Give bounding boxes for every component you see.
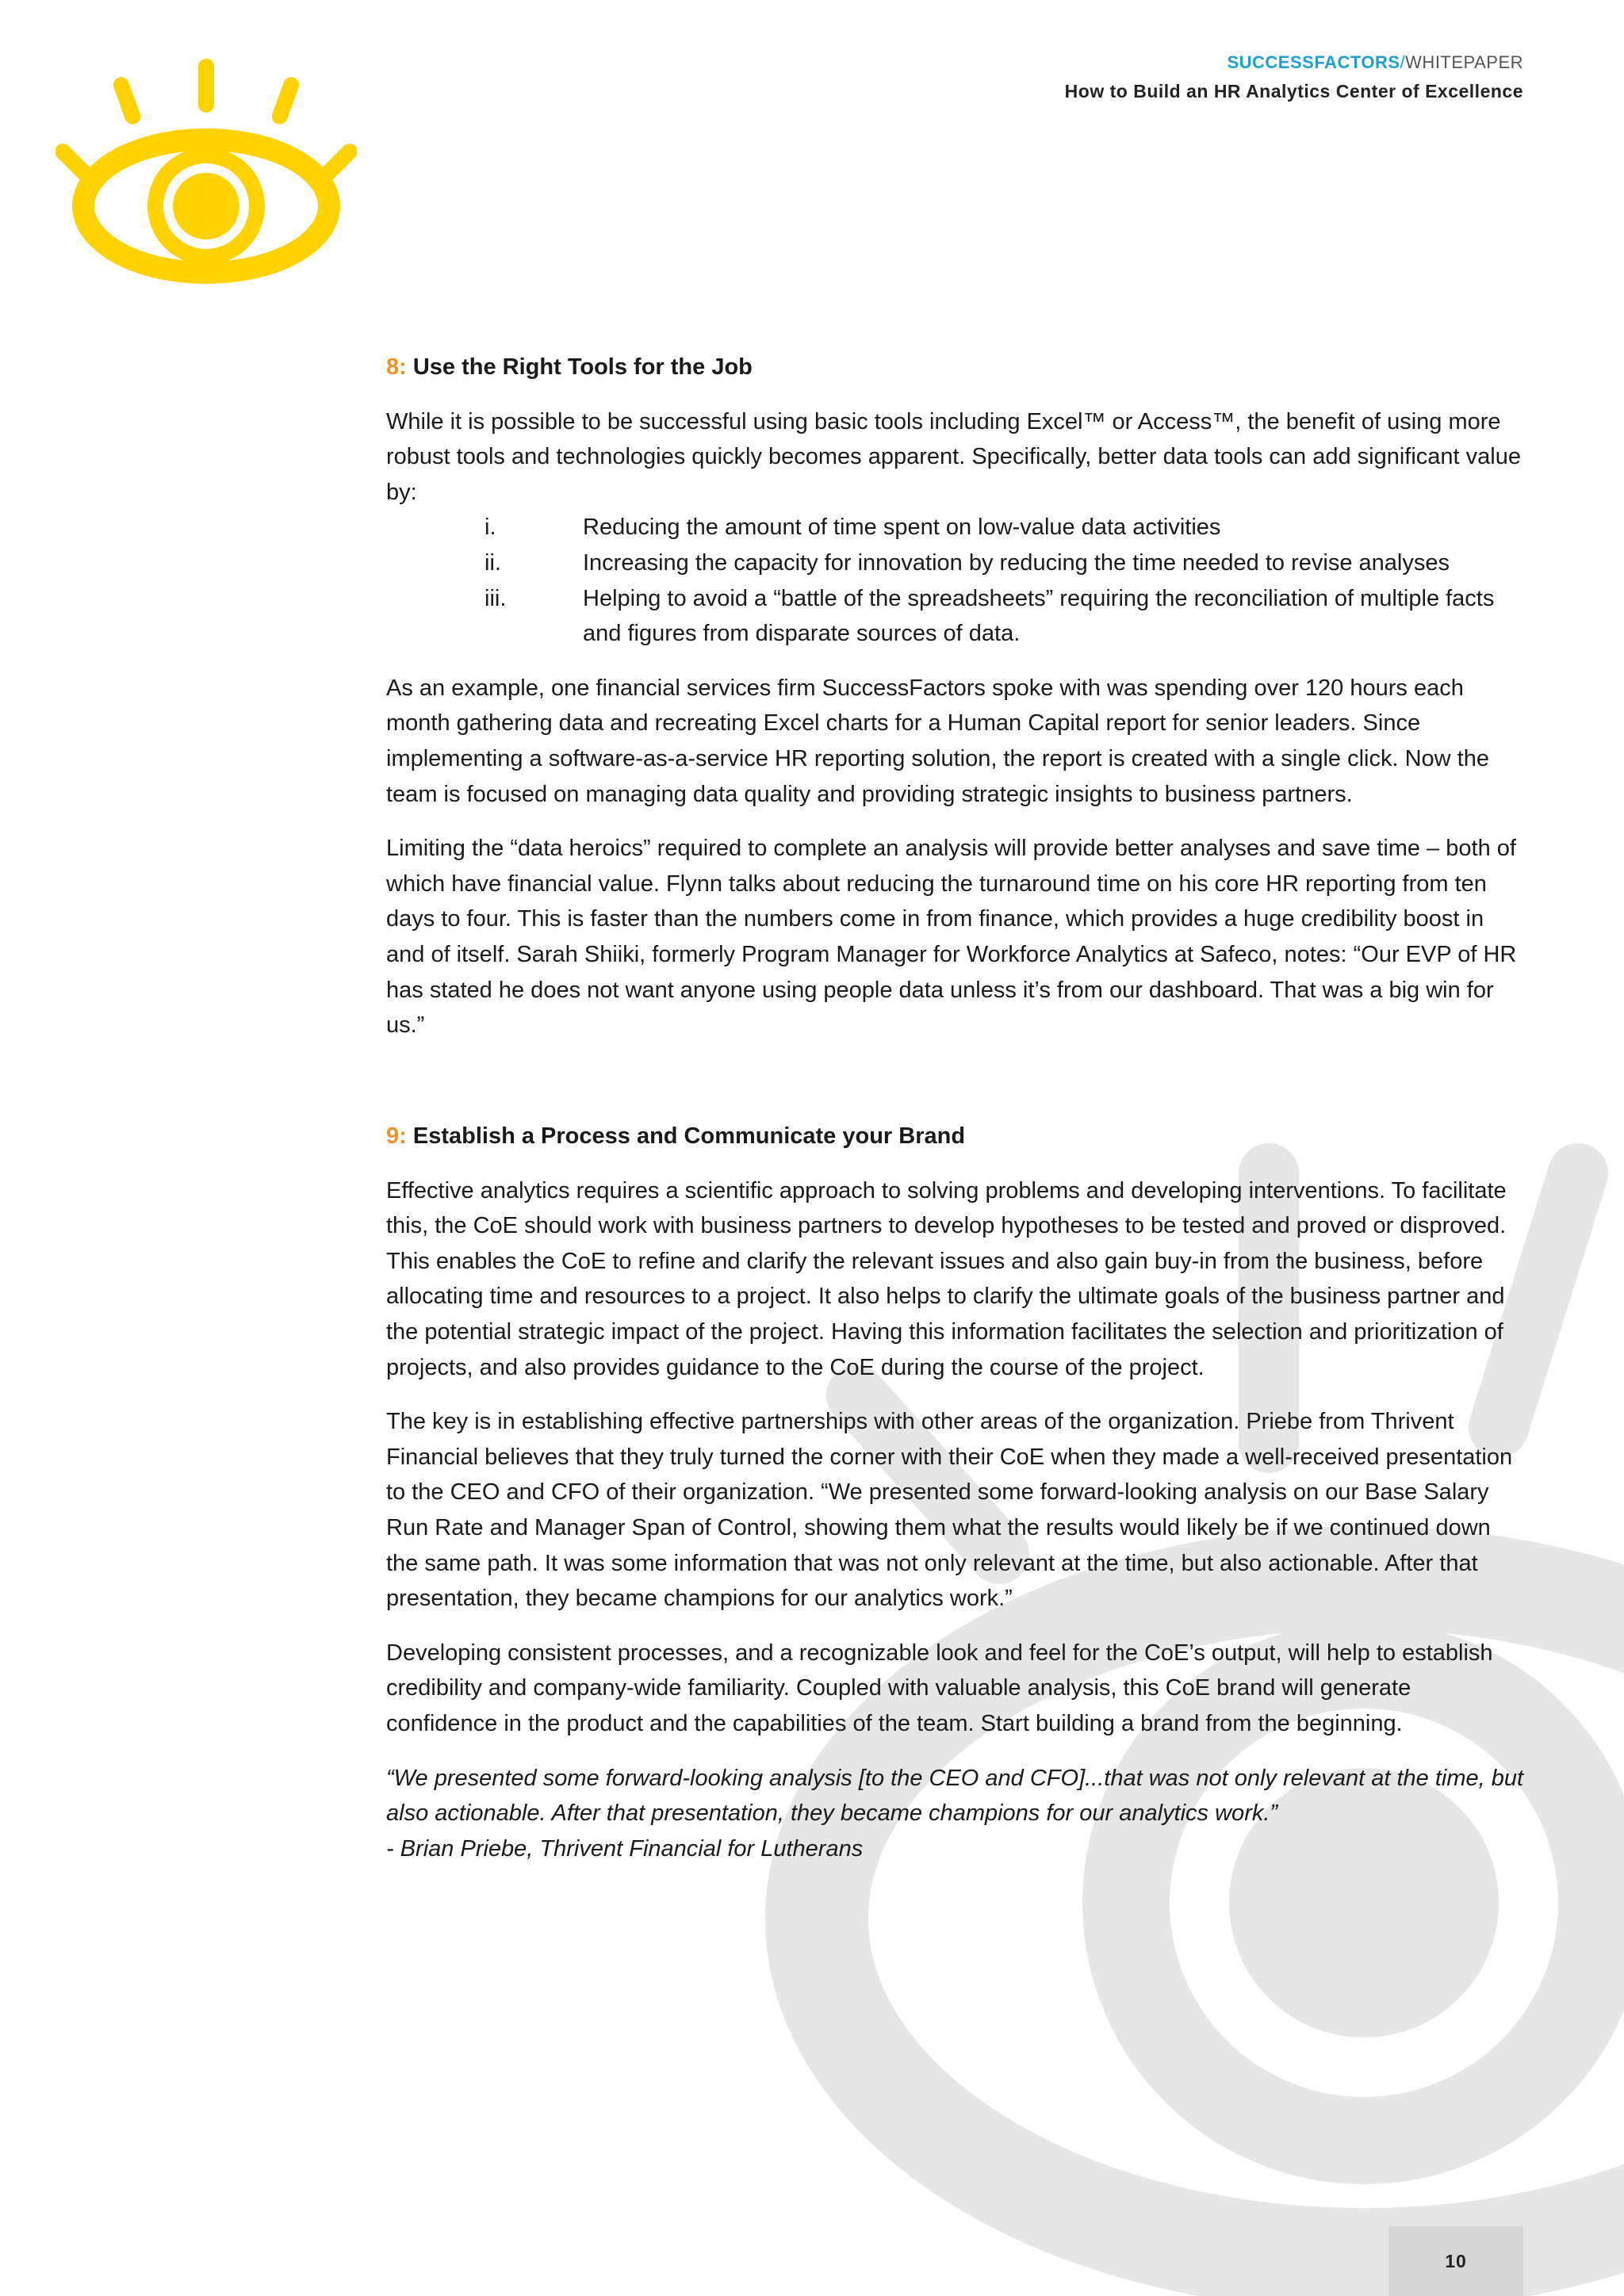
list-item	[386, 581, 1528, 652]
list-marker: iii.	[485, 585, 507, 611]
page-header	[1065, 51, 1523, 105]
list-item	[386, 545, 1528, 581]
section-9-title: Establish a Process and Communicate your Brand	[412, 1123, 966, 1149]
section-8	[386, 350, 1528, 1043]
list-marker: ii.	[485, 549, 501, 576]
brand-slash: /	[1400, 52, 1406, 72]
doc-type: WHITEPAPER	[1405, 52, 1523, 72]
list-item	[386, 510, 1528, 545]
document-title: How to Build an HR Analytics Center of Excellence	[1064, 81, 1523, 101]
section-9-paragraph-1: Effective analytics requires a scientific approach to solving problems and developing interventions. To facilitate this, the CoE should work with business partners to develop hypotheses to be tested and proved or disproved. This enables the CoE to refine and clarify the relevant issues and also gain buy-in from the business, before allocating time and resources to a project. It also helps to clarify the ultimate goals of the business partner and the potential strategic impact of the project. Having this information facilitates the selection and prioritization of projects, and also provides guidance to the CoE during the course of the project.	[386, 1177, 1507, 1380]
section-8-number: 8:	[386, 354, 407, 380]
section-9	[386, 1119, 1528, 1866]
list-text: Reducing the amount of time spent on low-value data activities	[583, 515, 1221, 541]
section-8-paragraph-2: As an example, one financial services firm SuccessFactors spoke with was spending over 120 hours each month gathering data and recreating Excel charts for a Human Capital report for senior leaders. Since implementing a software-as-a-service HR reporting solution, the report is created with a single click. Now the team is focused on managing data quality and providing strategic insights to business partners.	[386, 675, 1489, 807]
section-8-heading	[386, 350, 1528, 385]
section-9-paragraph-2: The key is in establishing effective partnerships with other areas of the organization. Priebe from Thrivent Financial believes that they truly turned the corner with their CoE when they made a well-received presentation to the CEO and CFO of their organization. “We presented some forward-looking analysis on our Base Salary Run Rate and Manager Span of Control, showing them what the results would likely be if we continued down the same path. It was some information that was not only relevant at the time, but also actionable. After that presentation, they became champions for our analytics work.”	[386, 1409, 1513, 1612]
list-marker: i.	[485, 515, 496, 541]
eye-sun-logo-icon	[56, 55, 357, 309]
section-8-intro: While it is possible to be successful using basic tools including Excel™ or Access™, the benefit of using more robust tools and technologies quickly becomes apparent. Specifically, better data tools can add significant value by:	[386, 408, 1521, 505]
section-9-paragraph-3: Developing consistent processes, and a recognizable look and feel for the CoE’s output, will help to establish credibility and company-wide familiarity. Coupled with valuable analysis, this CoE brand will generate confidence in the product and the capabilities of the team. Start building a brand from the beginning.	[386, 1640, 1493, 1736]
pull-quote	[386, 1761, 1528, 1867]
section-8-title: Use the Right Tools for the Job	[412, 354, 753, 380]
section-8-paragraph-3: Limiting the “data heroics” required to complete an analysis will provide better analyses and save time – both of which have financial value. Flynn talks about reducing the turnaround time on his core HR reporting from ten days to four. This is faster than the numbers come in from finance, which provides a huge credibility boost in and of itself. Sarah Shiiki, formerly Program Manager for Workforce Analytics at Safeco, notes: “Our EVP of HR has stated he does not want anyone using people data unless it’s from our dashboard. That was a big win for us.”	[386, 836, 1517, 1039]
pull-quote-attribution: - Brian Priebe, Thrivent Financial for Lutherans	[386, 1835, 864, 1862]
brand-line	[1065, 51, 1523, 75]
section-9-number: 9:	[386, 1123, 407, 1149]
brand-name: SUCCESSFACTORS	[1227, 52, 1400, 72]
page-number: 10	[1388, 2226, 1523, 2296]
list-text: Increasing the capacity for innovation by reducing the time needed to revise analyses	[583, 549, 1450, 576]
section-8-list	[386, 510, 1528, 651]
pull-quote-text: “We presented some forward-looking analysis [to the CEO and CFO]...that was not only relevant at the time, but also actionable. After that presentation, they became champions for our analytics work.”	[386, 1765, 1524, 1827]
section-9-heading	[386, 1119, 1528, 1154]
list-text: Helping to avoid a “battle of the spreadsheets” requiring the reconciliation of multiple facts and figures from disparate sources of data.	[583, 585, 1495, 647]
